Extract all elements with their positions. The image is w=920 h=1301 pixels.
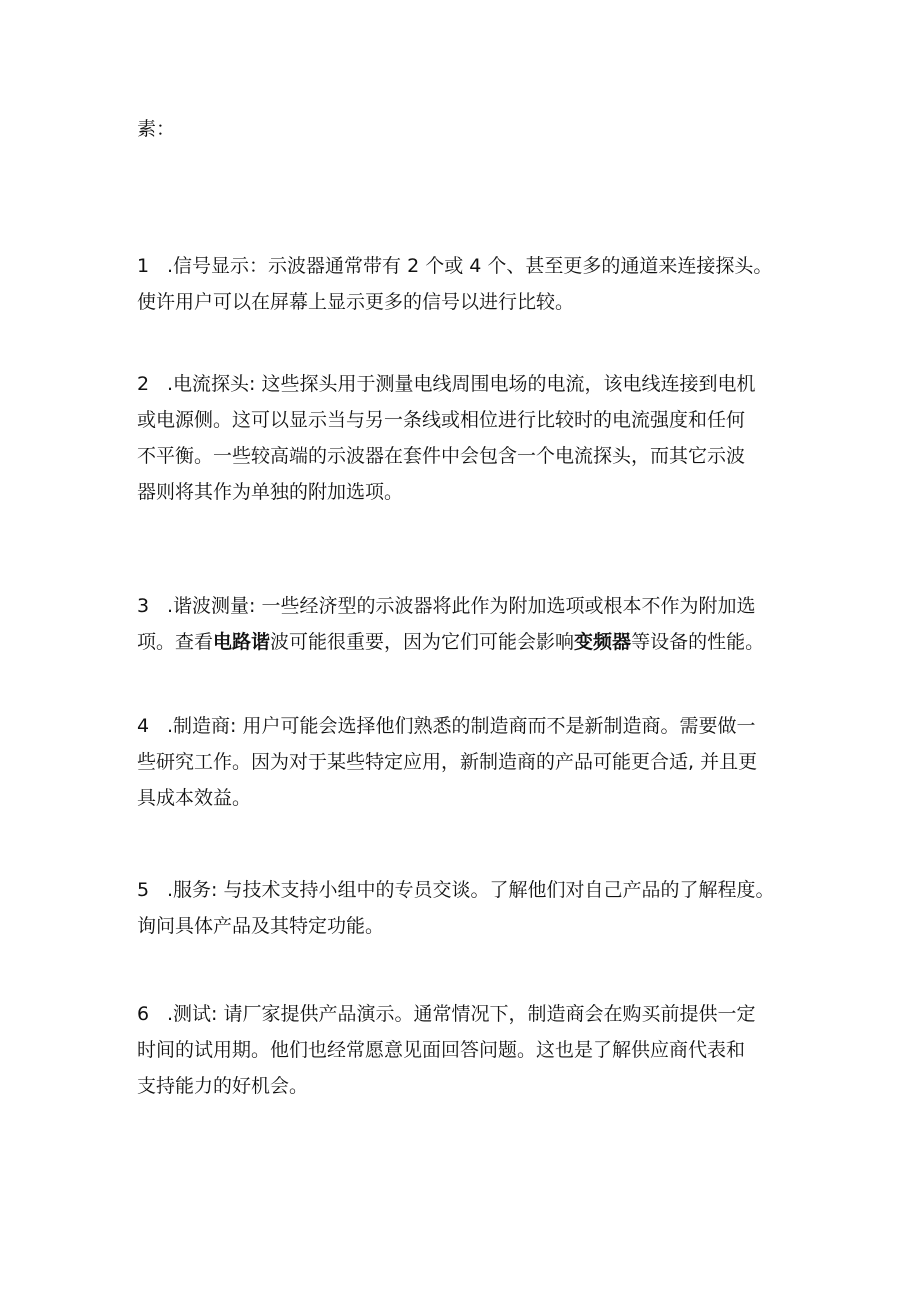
list-item-line <box>137 872 797 908</box>
list-item-line: 支持能力的好机会。 <box>137 1075 309 1097</box>
list-item-testing <box>137 996 797 1104</box>
item-number: 1 <box>137 255 150 277</box>
list-item-line: 不平衡。一些较高端的示波器在套件中会包含一个电流探头，而其它示波 <box>137 445 746 467</box>
list-item-current-probe <box>137 366 797 510</box>
item-number: 5 <box>137 879 150 901</box>
list-item-line <box>137 588 797 624</box>
list-item-line: 或电源侧。这可以显示当与另一条线或相位进行比较时的电流强度和任何 <box>137 409 746 431</box>
list-item-line: 时间的试用期。他们也经常愿意见面回答问题。这也是了解供应商代表和 <box>137 1039 746 1061</box>
list-item-line <box>137 366 797 402</box>
intro-text: 素： <box>137 118 176 140</box>
text-segment: 等设备的性能。 <box>631 631 765 653</box>
item-text: .服务: 与技术支持小组中的专员交谈。了解他们对自己产品的了解程度。 <box>167 879 775 901</box>
list-item-line: 具成本效益。 <box>137 787 252 809</box>
list-item-line <box>137 996 797 1032</box>
item-text: .谐波测量: 一些经济型的示波器将此作为附加选项或根本不作为附加选 <box>167 595 756 617</box>
list-item-signal-display <box>137 248 797 320</box>
list-item-line <box>137 248 797 284</box>
list-item-service <box>137 872 797 944</box>
item-text: .电流探头: 这些探头用于测量电线周围电场的电流，该电线连接到电机 <box>167 373 756 395</box>
list-item-line: 询问具体产品及其特定功能。 <box>137 915 385 937</box>
list-item-line <box>137 708 797 744</box>
bold-term-inverter: 变频器 <box>574 631 632 653</box>
text-segment: 波可能很重要，因为它们可能会影响 <box>270 631 575 653</box>
item-text: .测试: 请厂家提供产品演示。通常情况下，制造商会在购买前提供一定 <box>167 1003 756 1025</box>
list-item-line: 使许用户可以在屏幕上显示更多的信号以进行比较。 <box>137 291 575 313</box>
bold-term-circuit-harmonic: 电路谐 <box>213 631 271 653</box>
list-item-manufacturer <box>137 708 797 816</box>
list-item-line <box>137 624 797 660</box>
item-number: 4 <box>137 715 150 737</box>
item-number: 3 <box>137 595 150 617</box>
item-number: 6 <box>137 1003 150 1025</box>
list-item-line: 些研究工作。因为对于某些特定应用，新制造商的产品可能更合适, 并且更 <box>137 751 758 773</box>
item-number: 2 <box>137 373 150 395</box>
list-item-line: 器则将其作为单独的附加选项。 <box>137 481 404 503</box>
item-text: .制造商: 用户可能会选择他们熟悉的制造商而不是新制造商。需要做一 <box>167 715 756 737</box>
text-segment: 项。查看 <box>137 631 214 653</box>
list-item-harmonic-measurement <box>137 588 797 660</box>
item-text: .信号显示：示波器通常带有 2 个或 4 个、甚至更多的通道来连接探头。 <box>167 255 773 277</box>
